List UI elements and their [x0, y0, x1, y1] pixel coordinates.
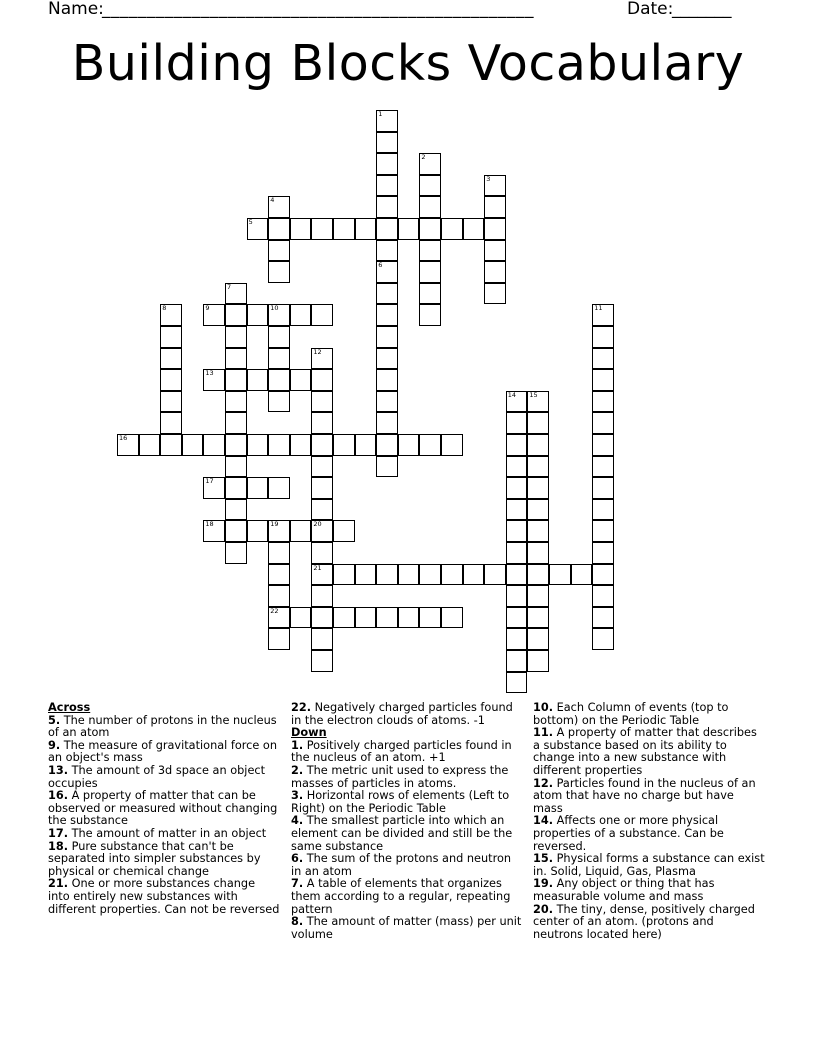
crossword-cell[interactable] — [225, 499, 247, 521]
clue-number-label: 6. — [291, 852, 304, 866]
clue-number-label: 1. — [291, 738, 304, 752]
crossword-cell[interactable] — [571, 564, 593, 586]
crossword-cell[interactable] — [225, 348, 247, 370]
crossword-cell[interactable] — [311, 391, 333, 413]
crossword-cell[interactable] — [592, 607, 614, 629]
crossword-cell[interactable] — [182, 434, 204, 456]
crossword-cell[interactable] — [506, 391, 528, 413]
crossword-cell[interactable] — [311, 477, 333, 499]
clue-item: 19. Any object or thing that has measurable volume and mass — [533, 877, 715, 903]
crossword-cell[interactable] — [247, 434, 269, 456]
crossword-cell[interactable] — [549, 564, 571, 586]
clue-item: 1. Positively charged particles found in the nucleus of an atom. +1 — [291, 738, 512, 765]
crossword-cell[interactable] — [311, 434, 333, 456]
crossword-cell[interactable] — [506, 477, 528, 499]
crossword-cell[interactable] — [592, 348, 614, 370]
clue-number-label: 3. — [291, 789, 304, 803]
crossword-cell[interactable] — [311, 650, 333, 672]
crossword-cell[interactable] — [506, 628, 528, 650]
crossword-cell[interactable] — [247, 477, 269, 499]
down-heading: Down — [291, 726, 327, 740]
crossword-cell[interactable] — [225, 456, 247, 478]
crossword-cell[interactable] — [527, 391, 549, 413]
crossword-cell[interactable] — [225, 369, 247, 391]
crossword-cell[interactable] — [268, 369, 290, 391]
crossword-cell[interactable] — [441, 607, 463, 629]
clue-number-label: 20. — [533, 902, 554, 916]
crossword-cell[interactable] — [592, 391, 614, 413]
clue-number: 16 — [119, 434, 128, 442]
crossword-cell[interactable] — [527, 499, 549, 521]
crossword-cell[interactable] — [268, 196, 290, 218]
clues-column-3 — [533, 702, 765, 941]
crossword-cell[interactable] — [311, 607, 333, 629]
date-field[interactable]: _______ — [672, 0, 732, 19]
crossword-cell[interactable] — [268, 542, 290, 564]
crossword-cell[interactable] — [527, 520, 549, 542]
crossword-cell[interactable] — [160, 326, 182, 348]
crossword-cell[interactable] — [484, 240, 506, 262]
clue-item: 20. The tiny, dense, positively charged center of an atom. (protons and neutrons located here) — [533, 902, 755, 941]
crossword-cell[interactable] — [592, 456, 614, 478]
across-clue-list — [48, 715, 280, 917]
crossword-cell[interactable] — [355, 218, 377, 240]
crossword-cell[interactable] — [419, 564, 441, 586]
crossword-cell[interactable] — [268, 564, 290, 586]
crossword-cell[interactable] — [311, 218, 333, 240]
crossword-cell[interactable] — [311, 564, 333, 586]
crossword-cell[interactable] — [506, 499, 528, 521]
crossword-cell[interactable] — [268, 434, 290, 456]
clue-number-label: 18. — [48, 839, 69, 853]
clue-number: 13 — [205, 369, 214, 378]
crossword-cell[interactable] — [376, 348, 398, 370]
crossword-cell[interactable] — [506, 607, 528, 629]
name-label: Name: — [48, 0, 104, 19]
crossword-cell[interactable] — [527, 650, 549, 672]
crossword-cell[interactable] — [484, 175, 506, 197]
clue-number: 10 — [270, 304, 279, 313]
crossword-cell[interactable] — [355, 607, 377, 629]
crossword-cell[interactable] — [419, 304, 441, 326]
crossword-cell[interactable] — [527, 456, 549, 478]
crossword-cell[interactable] — [355, 564, 377, 586]
clue-number-label: 11. — [533, 726, 554, 740]
crossword-cell[interactable] — [290, 520, 312, 542]
crossword-cell[interactable] — [592, 412, 614, 434]
clue-number-label: 12. — [533, 776, 554, 790]
crossword-cell[interactable] — [506, 434, 528, 456]
crossword-cell[interactable] — [527, 542, 549, 564]
clue-number: 12 — [313, 347, 322, 356]
crossword-cell[interactable] — [268, 218, 290, 240]
crossword-cell[interactable] — [290, 218, 312, 240]
crossword-cell[interactable] — [592, 564, 614, 586]
crossword-cell[interactable] — [484, 261, 506, 283]
clue-number-label: 15. — [533, 852, 554, 866]
crossword-cell[interactable] — [506, 672, 528, 694]
date-label: Date: — [627, 0, 674, 19]
crossword-cell[interactable] — [225, 412, 247, 434]
clue-item: 22. Negatively charged particles found in the electron clouds of atoms. -1 — [291, 701, 513, 727]
crossword-cell[interactable] — [376, 564, 398, 586]
crossword-cell[interactable] — [376, 175, 398, 197]
crossword-cell[interactable] — [160, 412, 182, 434]
crossword-cell[interactable] — [160, 369, 182, 391]
crossword-cell[interactable] — [311, 304, 333, 326]
crossword-cell[interactable] — [160, 434, 182, 456]
clue-number-label: 14. — [533, 814, 554, 828]
crossword-cell[interactable] — [506, 650, 528, 672]
clue-item: 15. Physical forms a substance can exist in. Solid, Liquid, Gas, Plasma — [533, 852, 765, 878]
crossword-cell[interactable] — [592, 326, 614, 348]
crossword-cell[interactable] — [333, 564, 355, 586]
crossword-cell[interactable] — [225, 304, 247, 326]
clue-item: 7. A table of elements that organizes them according to a regular, repeating pattern — [291, 877, 511, 916]
clue-item: 9. The measure of gravitational force on an object's mass — [48, 738, 278, 765]
clue-number: 8 — [162, 304, 167, 313]
crossword-cell[interactable] — [506, 412, 528, 434]
crossword-cell[interactable] — [506, 456, 528, 478]
crossword-cell[interactable] — [376, 110, 398, 132]
crossword-cell[interactable] — [419, 434, 441, 456]
crossword-cell[interactable] — [419, 261, 441, 283]
down-clue-list — [291, 740, 523, 942]
clue-number: 2 — [421, 153, 426, 162]
clue-number-label: 21. — [48, 877, 69, 891]
clue-number: 5 — [248, 218, 253, 226]
across-clue-list-continued — [291, 702, 523, 727]
crossword-cell[interactable] — [376, 369, 398, 391]
crossword-cell[interactable] — [247, 369, 269, 391]
crossword-cell[interactable] — [463, 564, 485, 586]
clue-item: 21. One or more substances change into entirely new substances with different properties. Can not be reversed — [48, 877, 280, 916]
crossword-cell[interactable] — [441, 434, 463, 456]
crossword-cell[interactable] — [225, 542, 247, 564]
crossword-cell[interactable] — [311, 412, 333, 434]
crossword-cell[interactable] — [225, 434, 247, 456]
crossword-cell[interactable] — [268, 585, 290, 607]
crossword-cell[interactable] — [376, 132, 398, 154]
crossword-cell[interactable] — [484, 218, 506, 240]
crossword-cell[interactable] — [398, 564, 420, 586]
clue-item: 11. A property of matter that describes a substance based on its ability to change into a new substance with different properties — [533, 726, 757, 777]
crossword-cell[interactable] — [311, 520, 333, 542]
crossword-cell[interactable] — [506, 564, 528, 586]
crossword-cell[interactable] — [225, 520, 247, 542]
clue-item: 13. The amount of 3d space an object occupies — [48, 763, 266, 790]
clue-item: 5. The number of protons in the nucleus of an atom — [48, 713, 277, 740]
clue-item: 2. The metric unit used to express the masses of particles in atoms. — [291, 763, 509, 790]
crossword-cell[interactable] — [376, 283, 398, 305]
crossword-cell[interactable] — [333, 607, 355, 629]
crossword-cell[interactable] — [333, 218, 355, 240]
crossword-cell[interactable] — [419, 196, 441, 218]
crossword-cell[interactable] — [527, 434, 549, 456]
clues-column-1 — [48, 702, 280, 916]
clue-number-label: 10. — [533, 701, 554, 714]
crossword-cell[interactable] — [311, 628, 333, 650]
crossword-cell[interactable] — [376, 240, 398, 262]
crossword-cell[interactable] — [592, 542, 614, 564]
crossword-cell[interactable] — [592, 628, 614, 650]
crossword-cell[interactable] — [247, 218, 269, 240]
clue-number: 3 — [486, 174, 491, 183]
crossword-cell[interactable] — [117, 434, 139, 456]
clue-number: 4 — [270, 196, 275, 205]
crossword-cell[interactable] — [527, 628, 549, 650]
crossword-cell[interactable] — [527, 607, 549, 629]
clues-column-2 — [291, 702, 523, 941]
crossword-cell[interactable] — [527, 412, 549, 434]
crossword-cell[interactable] — [225, 477, 247, 499]
crossword-cell[interactable] — [592, 369, 614, 391]
crossword-cell[interactable] — [311, 499, 333, 521]
crossword-cell[interactable] — [441, 218, 463, 240]
crossword-cell[interactable] — [441, 564, 463, 586]
crossword-cell[interactable] — [376, 434, 398, 456]
clue-number: 19 — [270, 520, 279, 529]
crossword-cell[interactable] — [484, 283, 506, 305]
crossword-cell[interactable] — [376, 304, 398, 326]
clue-number-label: 17. — [48, 826, 69, 840]
crossword-cell[interactable] — [419, 607, 441, 629]
crossword-cell[interactable] — [376, 153, 398, 175]
down-clue-list-continued — [533, 702, 765, 941]
crossword-cell[interactable] — [311, 542, 333, 564]
crossword-cell[interactable] — [268, 477, 290, 499]
crossword-cell[interactable] — [290, 369, 312, 391]
crossword-cell[interactable] — [225, 391, 247, 413]
clue-number-label: 19. — [533, 877, 554, 891]
crossword-cell[interactable] — [376, 218, 398, 240]
crossword-cell[interactable] — [398, 434, 420, 456]
crossword-cell[interactable] — [376, 196, 398, 218]
clue-item: 8. The amount of matter (mass) per unit volume — [291, 915, 522, 941]
clue-number-label: 9. — [48, 738, 61, 752]
crossword-cell[interactable] — [463, 218, 485, 240]
clue-number: 15 — [529, 390, 538, 399]
clue-number: 9 — [205, 304, 210, 313]
crossword-cell[interactable] — [419, 218, 441, 240]
crossword-cell[interactable] — [203, 304, 225, 326]
clue-number-label: 5. — [48, 713, 61, 727]
clue-item: 17. The amount of matter in an object — [48, 826, 267, 840]
crossword-cell[interactable] — [247, 520, 269, 542]
crossword-cell[interactable] — [376, 391, 398, 413]
crossword-cell[interactable] — [290, 304, 312, 326]
crossword-cell[interactable] — [311, 369, 333, 391]
crossword-cell[interactable] — [290, 434, 312, 456]
crossword-cell[interactable] — [484, 564, 506, 586]
crossword-cell[interactable] — [376, 456, 398, 478]
crossword-cell[interactable] — [268, 391, 290, 413]
clue-number-label: 22. — [291, 701, 312, 714]
crossword-cell[interactable] — [527, 564, 549, 586]
clue-item: 6. The sum of the protons and neutron in an atom — [291, 852, 512, 878]
crossword-cell[interactable] — [506, 520, 528, 542]
crossword-cell[interactable] — [527, 585, 549, 607]
crossword-cell[interactable] — [484, 196, 506, 218]
clue-item: 16. A property of matter that can be observed or measured without changing the substance — [48, 789, 278, 828]
clue-item: 10. Each Column of events (top to bottom) on the Periodic Table — [533, 701, 729, 727]
crossword-cell[interactable] — [311, 585, 333, 607]
clue-number-label: 2. — [291, 763, 304, 777]
crossword-cell[interactable] — [268, 261, 290, 283]
crossword-cell[interactable] — [419, 283, 441, 305]
across-heading: Across — [48, 701, 91, 714]
crossword-cell[interactable] — [333, 520, 355, 542]
crossword-cell[interactable] — [268, 326, 290, 348]
crossword-cell[interactable] — [160, 304, 182, 326]
clue-item: 3. Horizontal rows of elements (Left to Right) on the Periodic Table — [291, 789, 510, 815]
crossword-cell[interactable] — [268, 348, 290, 370]
crossword-cell[interactable] — [592, 477, 614, 499]
crossword-cell[interactable] — [376, 261, 398, 283]
crossword-cell[interactable] — [160, 348, 182, 370]
clue-item: 12. Particles found in the nucleus of an atom that have no charge but have mass — [533, 776, 756, 815]
clue-item: 4. The smallest particle into which an element can be divided and still be the same substance — [291, 814, 513, 853]
crossword-cell[interactable] — [311, 348, 333, 370]
crossword-cell[interactable] — [592, 585, 614, 607]
crossword-cell[interactable] — [419, 175, 441, 197]
crossword-cell[interactable] — [376, 412, 398, 434]
crossword-cell[interactable] — [203, 520, 225, 542]
crossword-cell[interactable] — [592, 520, 614, 542]
clue-number-label: 16. — [48, 789, 69, 803]
clue-number: 14 — [507, 390, 517, 399]
name-field[interactable]: ________________________________________________ — [102, 0, 534, 19]
clue-number: 11 — [594, 304, 603, 313]
page-title: Building Blocks Vocabulary — [71, 35, 745, 92]
clue-number: 7 — [227, 282, 232, 291]
crossword-cell[interactable] — [398, 218, 420, 240]
crossword-cell[interactable] — [419, 240, 441, 262]
crossword-cell[interactable] — [311, 456, 333, 478]
crossword-cell[interactable] — [268, 240, 290, 262]
crossword-cell[interactable] — [376, 607, 398, 629]
crossword-cell[interactable] — [527, 477, 549, 499]
crossword-cell[interactable] — [290, 607, 312, 629]
clue-number: 22 — [270, 606, 279, 615]
clue-number-label: 7. — [291, 877, 304, 891]
crossword-cell[interactable] — [139, 434, 161, 456]
crossword-cell[interactable] — [506, 542, 528, 564]
crossword-cell[interactable] — [592, 304, 614, 326]
clue-number: 17 — [205, 477, 214, 486]
clue-number: 18 — [205, 520, 214, 529]
crossword-cell[interactable] — [203, 369, 225, 391]
crossword-cell[interactable] — [333, 434, 355, 456]
crossword-cell[interactable] — [225, 283, 247, 305]
clue-number: 21 — [313, 563, 322, 572]
crossword-cell[interactable] — [268, 520, 290, 542]
crossword-cell[interactable] — [268, 304, 290, 326]
crossword-cell[interactable] — [247, 304, 269, 326]
clue-item: 18. Pure substance that can't be separated into simpler substances by physical or chemical change — [48, 839, 261, 878]
crossword-cell[interactable] — [376, 326, 398, 348]
crossword-cell[interactable] — [592, 434, 614, 456]
crossword-cell[interactable] — [268, 607, 290, 629]
crossword-cell[interactable] — [268, 628, 290, 650]
clue-number-label: 8. — [291, 915, 304, 929]
crossword-cell[interactable] — [419, 153, 441, 175]
crossword-cell[interactable] — [592, 499, 614, 521]
clue-item: 14. Affects one or more physical properties of a substance. Can be reversed. — [533, 814, 724, 853]
crossword-cell[interactable] — [225, 326, 247, 348]
crossword-cell[interactable] — [398, 607, 420, 629]
clue-number: 6 — [378, 261, 383, 270]
crossword-cell[interactable] — [160, 391, 182, 413]
clue-number-label: 4. — [291, 814, 304, 828]
clue-number: 20 — [313, 520, 322, 529]
clue-number: 1 — [378, 110, 383, 118]
crossword-cell[interactable] — [203, 434, 225, 456]
crossword-cell[interactable] — [203, 477, 225, 499]
crossword-cell[interactable] — [506, 585, 528, 607]
crossword-cell[interactable] — [355, 434, 377, 456]
clue-number-label: 13. — [48, 763, 69, 777]
